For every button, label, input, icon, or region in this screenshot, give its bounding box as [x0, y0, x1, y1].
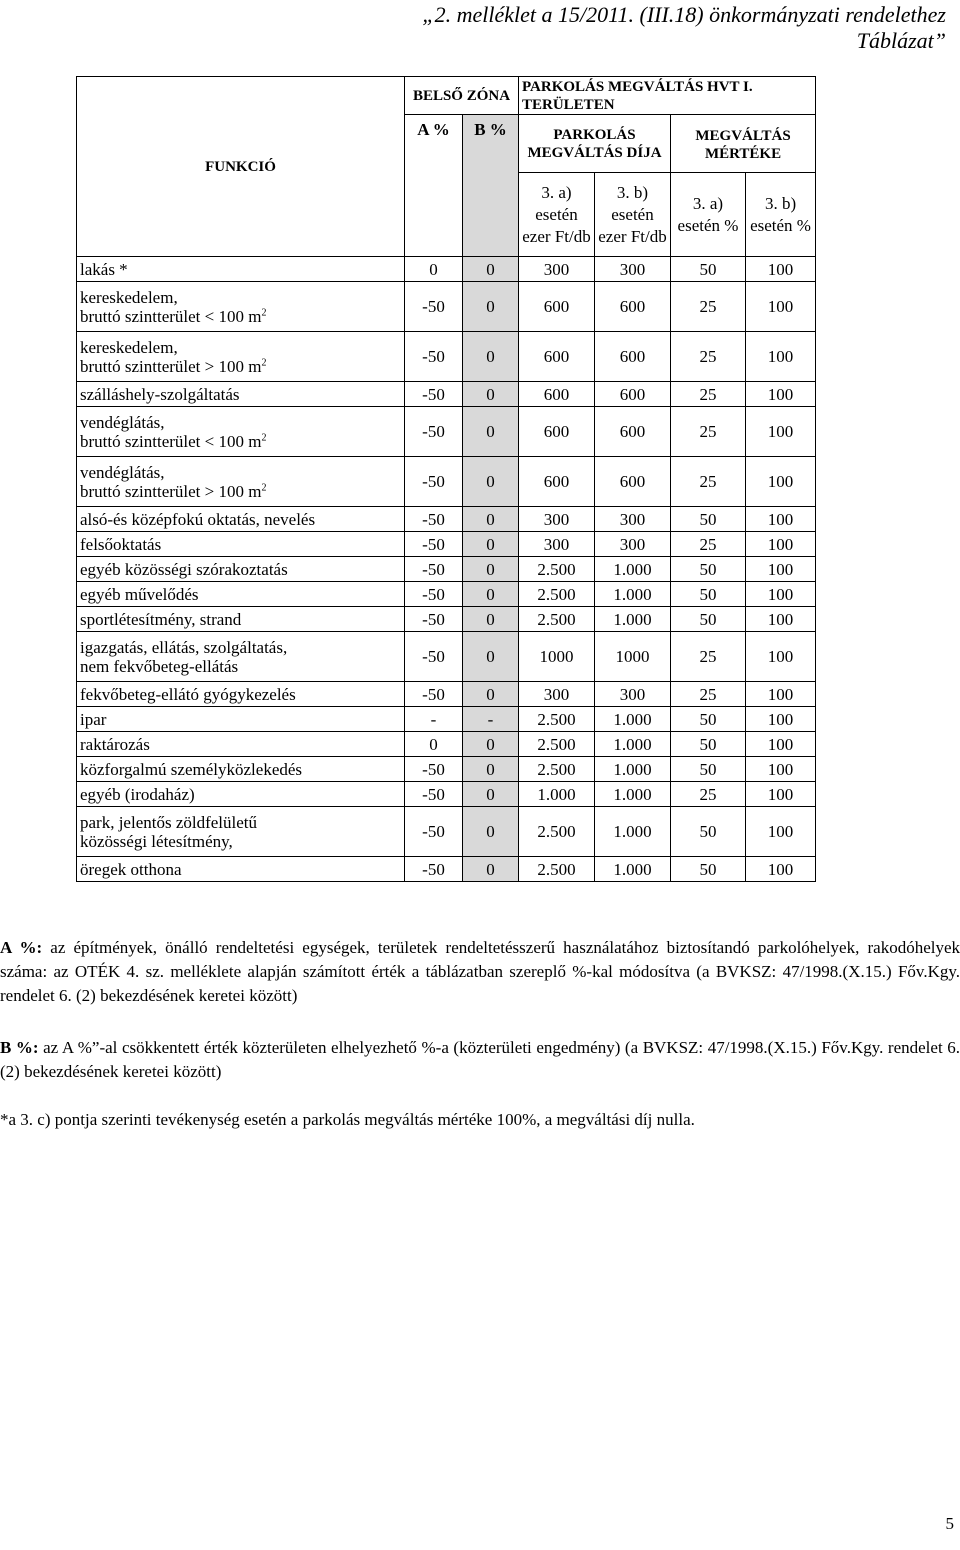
note-b-text: az A %”-al csökkentett érték közterületen elhelyezhető %-a (közterületi engedmény) (a BVKSZ: 47/1998.(X.15.) Főv.Kgy. rendelet 6. (2) bekezdésének keretei között) — [0, 1038, 960, 1081]
cell-c4: 100 — [746, 532, 816, 557]
cell-b: 0 — [463, 857, 519, 882]
cell-b: 0 — [463, 582, 519, 607]
row-function-label — [77, 407, 405, 457]
cell-c1: 2.500 — [519, 757, 595, 782]
header-subtitle: Táblázat” — [856, 28, 946, 53]
cell-c3: 50 — [671, 507, 746, 532]
header-3a-dij: 3. a) esetén ezer Ft/db — [519, 173, 595, 257]
cell-b: - — [463, 707, 519, 732]
cell-a: -50 — [405, 782, 463, 807]
cell-c3: 25 — [671, 457, 746, 507]
cell-c4: 100 — [746, 457, 816, 507]
table-row — [77, 282, 816, 332]
cell-c3: 50 — [671, 732, 746, 757]
cell-c2: 300 — [595, 532, 671, 557]
cell-b: 0 — [463, 257, 519, 282]
table-row — [77, 632, 816, 682]
row-label-line1: alsó-és középfokú oktatás, nevelés — [80, 509, 316, 529]
cell-c2: 300 — [595, 507, 671, 532]
header-title: „2. melléklet a 15/2011. (III.18) önkormányzati rendelethez — [422, 2, 946, 27]
cell-a: -50 — [405, 407, 463, 457]
row-label-line2: bruttó szintterület > 100 m — [80, 356, 262, 376]
row-function-label — [77, 807, 405, 857]
cell-c3: 25 — [671, 532, 746, 557]
cell-c2: 1.000 — [595, 707, 671, 732]
row-label-line1: raktározás — [80, 734, 150, 754]
table-row — [77, 457, 816, 507]
row-function-label — [77, 682, 405, 707]
row-label-line1: igazgatás, ellátás, szolgáltatás, — [80, 637, 288, 657]
cell-c2: 1.000 — [595, 607, 671, 632]
row-label-line1: vendéglátás, — [80, 412, 165, 432]
row-function-label — [77, 257, 405, 282]
row-label-line1: kereskedelem, — [80, 337, 178, 357]
row-label-line1: szálláshely-szolgáltatás — [80, 384, 240, 404]
cell-c1: 2.500 — [519, 707, 595, 732]
note-star — [0, 1108, 960, 1132]
row-label-line1: vendéglátás, — [80, 462, 165, 482]
header-a-pct: A % — [405, 115, 463, 257]
row-label-line1: egyéb (irodaház) — [80, 784, 195, 804]
cell-c3: 50 — [671, 257, 746, 282]
row-label-sup: 2 — [261, 356, 267, 368]
table-row — [77, 382, 816, 407]
row-function-label — [77, 757, 405, 782]
table-row — [77, 407, 816, 457]
cell-a: -50 — [405, 632, 463, 682]
cell-a: -50 — [405, 607, 463, 632]
cell-c3: 25 — [671, 332, 746, 382]
cell-c2: 1.000 — [595, 732, 671, 757]
header-3b-pct: 3. b) esetén % — [746, 173, 816, 257]
cell-a: -50 — [405, 857, 463, 882]
cell-c1: 600 — [519, 457, 595, 507]
cell-c3: 50 — [671, 857, 746, 882]
cell-c3: 50 — [671, 757, 746, 782]
table-row — [77, 607, 816, 632]
row-function-label — [77, 557, 405, 582]
cell-c4: 100 — [746, 807, 816, 857]
cell-c2: 300 — [595, 257, 671, 282]
cell-c3: 25 — [671, 782, 746, 807]
cell-b: 0 — [463, 757, 519, 782]
note-b — [0, 1036, 960, 1084]
header-funkcio: FUNKCIÓ — [77, 77, 405, 257]
cell-c4: 100 — [746, 257, 816, 282]
row-label-line1: lakás * — [80, 259, 128, 279]
cell-c1: 2.500 — [519, 607, 595, 632]
table-row — [77, 257, 816, 282]
cell-c2: 600 — [595, 332, 671, 382]
cell-a: -50 — [405, 332, 463, 382]
cell-b: 0 — [463, 282, 519, 332]
row-label-line1: egyéb művelődés — [80, 584, 199, 604]
cell-c2: 1.000 — [595, 782, 671, 807]
cell-c4: 100 — [746, 332, 816, 382]
table-row — [77, 782, 816, 807]
cell-c3: 25 — [671, 632, 746, 682]
header-parkolas-megvaltas: PARKOLÁS MEGVÁLTÁS HVT I. TERÜLETEN — [519, 77, 816, 115]
cell-c2: 1000 — [595, 632, 671, 682]
row-label-line1: öregek otthona — [80, 859, 182, 879]
cell-c3: 25 — [671, 407, 746, 457]
cell-b: 0 — [463, 807, 519, 857]
cell-c3: 25 — [671, 282, 746, 332]
row-function-label — [77, 507, 405, 532]
row-label-line1: közforgalmú személyközlekedés — [80, 759, 303, 779]
cell-a: - — [405, 707, 463, 732]
cell-c2: 600 — [595, 457, 671, 507]
cell-c2: 600 — [595, 407, 671, 457]
table-row — [77, 532, 816, 557]
cell-c4: 100 — [746, 782, 816, 807]
cell-c4: 100 — [746, 607, 816, 632]
row-label-line2: nem fekvőbeteg-ellátás — [80, 656, 239, 676]
cell-c3: 50 — [671, 607, 746, 632]
row-label-sup: 2 — [261, 431, 267, 443]
cell-c1: 600 — [519, 282, 595, 332]
cell-c1: 600 — [519, 382, 595, 407]
row-function-label — [77, 732, 405, 757]
cell-c2: 600 — [595, 382, 671, 407]
cell-c1: 2.500 — [519, 857, 595, 882]
cell-b: 0 — [463, 557, 519, 582]
cell-a: -50 — [405, 507, 463, 532]
cell-c3: 25 — [671, 682, 746, 707]
cell-b: 0 — [463, 632, 519, 682]
row-label-line1: park, jelentős zöldfelületű — [80, 812, 258, 832]
cell-c2: 300 — [595, 682, 671, 707]
cell-c1: 2.500 — [519, 807, 595, 857]
row-label-line1: ipar — [80, 709, 107, 729]
row-function-label — [77, 532, 405, 557]
row-label-line1: sportlétesítmény, strand — [80, 609, 242, 629]
cell-c1: 2.500 — [519, 732, 595, 757]
table-row — [77, 757, 816, 782]
row-function-label — [77, 707, 405, 732]
cell-c1: 600 — [519, 407, 595, 457]
cell-c2: 1.000 — [595, 582, 671, 607]
row-label-line2: bruttó szintterület < 100 m — [80, 431, 262, 451]
row-function-label — [77, 282, 405, 332]
cell-c4: 100 — [746, 857, 816, 882]
cell-c1: 1000 — [519, 632, 595, 682]
cell-a: 0 — [405, 732, 463, 757]
cell-b: 0 — [463, 532, 519, 557]
note-a — [0, 936, 960, 1008]
cell-c2: 1.000 — [595, 757, 671, 782]
note-a-text: az építmények, önálló rendeltetési egységek, területek rendeltetésszerű használatához biztosítandó parkolóhelyek, rakodóhelyek száma: az OTÉK 4. sz. melléklete alapján számított érték a táblázatban szereplő %-kal módosítva (a BVKSZ: 47/1998.(X.15.) Főv.Kgy. rendelet 6. (2) bekezdésének keretei között) — [0, 938, 960, 1005]
table-row — [77, 332, 816, 382]
cell-a: -50 — [405, 757, 463, 782]
cell-c1: 2.500 — [519, 557, 595, 582]
row-function-label — [77, 607, 405, 632]
table-row — [77, 807, 816, 857]
note-star-text: *a 3. c) pontja szerinti tevékenység esetén a parkolás megváltás mértéke 100%, a megváltási díj nulla. — [0, 1110, 695, 1129]
table-row — [77, 857, 816, 882]
cell-a: -50 — [405, 382, 463, 407]
table-row — [77, 707, 816, 732]
cell-c3: 50 — [671, 807, 746, 857]
cell-b: 0 — [463, 407, 519, 457]
cell-c2: 600 — [595, 282, 671, 332]
header-b-pct: B % — [463, 115, 519, 257]
row-function-label — [77, 782, 405, 807]
row-label-line1: kereskedelem, — [80, 287, 178, 307]
note-a-label: A %: — [0, 938, 43, 957]
cell-c1: 300 — [519, 507, 595, 532]
cell-a: -50 — [405, 532, 463, 557]
page-number: 5 — [945, 1514, 954, 1533]
header-megvaltas-merteke: MEGVÁLTÁS MÉRTÉKE — [671, 115, 816, 173]
cell-c1: 300 — [519, 532, 595, 557]
cell-c4: 100 — [746, 282, 816, 332]
table-row — [77, 582, 816, 607]
cell-c3: 50 — [671, 707, 746, 732]
cell-c1: 1.000 — [519, 782, 595, 807]
row-label-sup: 2 — [261, 481, 267, 493]
cell-c3: 25 — [671, 382, 746, 407]
cell-c2: 1.000 — [595, 857, 671, 882]
note-b-label: B %: — [0, 1038, 39, 1057]
cell-b: 0 — [463, 782, 519, 807]
cell-c4: 100 — [746, 582, 816, 607]
table-row — [77, 682, 816, 707]
cell-c4: 100 — [746, 732, 816, 757]
cell-a: -50 — [405, 682, 463, 707]
cell-c3: 50 — [671, 557, 746, 582]
cell-c1: 300 — [519, 682, 595, 707]
row-function-label — [77, 332, 405, 382]
cell-c1: 2.500 — [519, 582, 595, 607]
cell-a: -50 — [405, 457, 463, 507]
header-3b-dij: 3. b) esetén ezer Ft/db — [595, 173, 671, 257]
row-label-line2: bruttó szintterület < 100 m — [80, 306, 262, 326]
cell-c4: 100 — [746, 757, 816, 782]
header-parkolas-dija: PARKOLÁS MEGVÁLTÁS DÍJA — [519, 115, 671, 173]
cell-b: 0 — [463, 732, 519, 757]
cell-a: 0 — [405, 257, 463, 282]
cell-a: -50 — [405, 557, 463, 582]
row-label-line1: fekvőbeteg-ellátó gyógykezelés — [80, 684, 296, 704]
table-row — [77, 732, 816, 757]
cell-c4: 100 — [746, 707, 816, 732]
cell-c4: 100 — [746, 407, 816, 457]
cell-c4: 100 — [746, 682, 816, 707]
cell-b: 0 — [463, 507, 519, 532]
table-row — [77, 507, 816, 532]
cell-a: -50 — [405, 807, 463, 857]
cell-c4: 100 — [746, 507, 816, 532]
cell-a: -50 — [405, 582, 463, 607]
cell-b: 0 — [463, 607, 519, 632]
cell-c1: 300 — [519, 257, 595, 282]
cell-c3: 50 — [671, 582, 746, 607]
parking-table — [76, 76, 816, 882]
cell-b: 0 — [463, 332, 519, 382]
cell-c4: 100 — [746, 382, 816, 407]
row-label-line2: közösségi létesítmény, — [80, 831, 233, 851]
row-function-label — [77, 382, 405, 407]
cell-a: -50 — [405, 282, 463, 332]
row-label-sup: 2 — [261, 306, 267, 318]
row-function-label — [77, 632, 405, 682]
row-label-line2: bruttó szintterület > 100 m — [80, 481, 262, 501]
row-function-label — [77, 582, 405, 607]
cell-b: 0 — [463, 382, 519, 407]
row-function-label — [77, 457, 405, 507]
cell-c2: 1.000 — [595, 807, 671, 857]
row-label-line1: egyéb közösségi szórakoztatás — [80, 559, 288, 579]
cell-b: 0 — [463, 682, 519, 707]
row-label-line1: felsőoktatás — [80, 534, 162, 554]
cell-c4: 100 — [746, 632, 816, 682]
cell-c2: 1.000 — [595, 557, 671, 582]
header-3a-pct: 3. a) esetén % — [671, 173, 746, 257]
header-belso-zona: BELSŐ ZÓNA — [405, 77, 519, 115]
cell-c1: 600 — [519, 332, 595, 382]
row-function-label — [77, 857, 405, 882]
cell-b: 0 — [463, 457, 519, 507]
cell-c4: 100 — [746, 557, 816, 582]
table-row — [77, 557, 816, 582]
